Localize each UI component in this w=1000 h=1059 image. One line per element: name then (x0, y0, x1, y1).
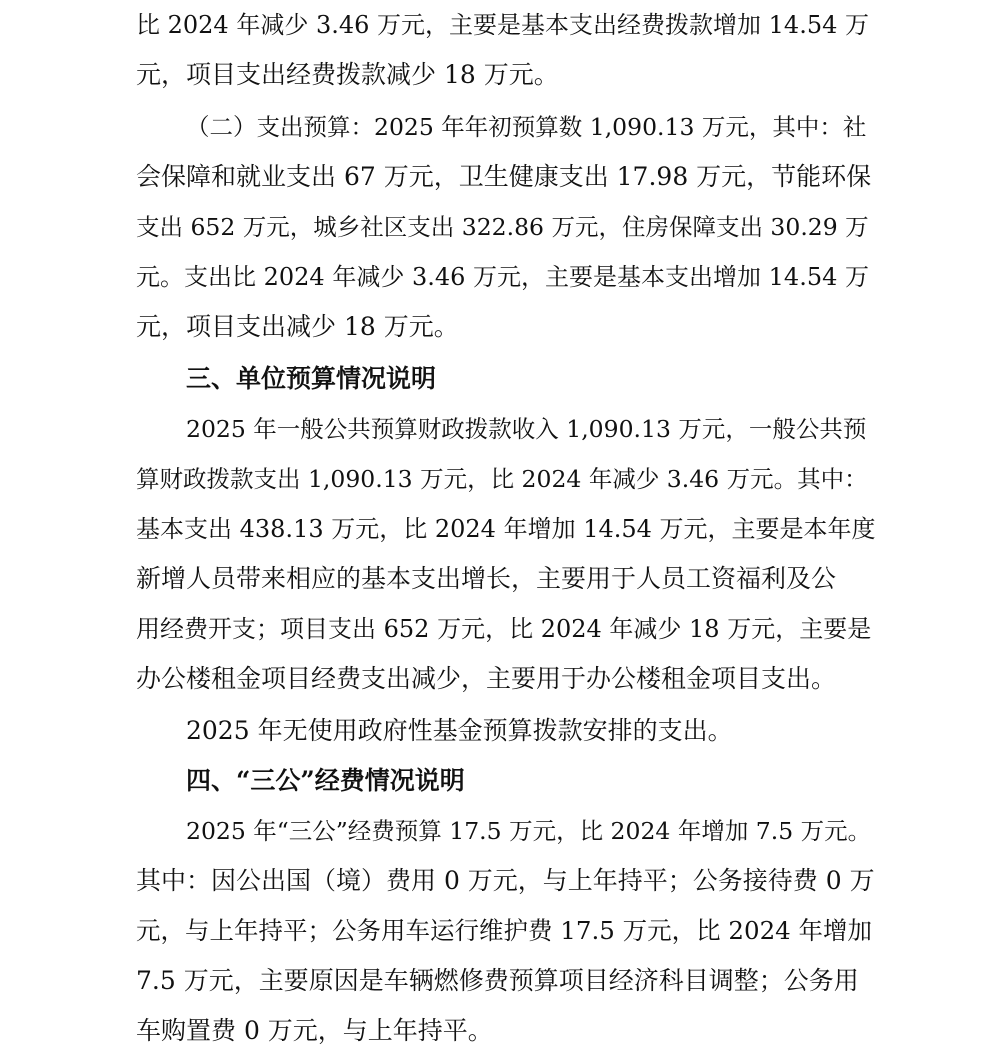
paragraph-line-expenditure-budget: （二）支出预算：2025 年年初预算数 1,090.13 万元，其中：社 (186, 113, 867, 141)
paragraph-line: 用经费开支；项目支出 652 万元，比 2024 年减少 18 万元，主要是 (136, 615, 872, 643)
paragraph-line: 算财政拨款支出 1,090.13 万元，比 2024 年减少 3.46 万元。其中： (136, 465, 868, 493)
paragraph-line: 办公楼租金项目经费支出减少，主要用于办公楼租金项目支出。 (136, 664, 837, 693)
paragraph-line: 其中：因公出国（境）费用 0 万元，与上年持平；公务接待费 0 万 (136, 866, 875, 895)
paragraph-line-government-fund: 2025 年无使用政府性基金预算拨款安排的支出。 (186, 716, 733, 745)
paragraph-line: 比 2024 年减少 3.46 万元，主要是基本支出经费拨款增加 14.54 万 (136, 11, 869, 39)
paragraph-line: 会保障和就业支出 67 万元，卫生健康支出 17.98 万元，节能环保 (136, 162, 872, 191)
paragraph-line: 元。支出比 2024 年减少 3.46 万元，主要是基本支出增加 14.54 万 (136, 263, 869, 291)
paragraph-line: 新增人员带来相应的基本支出增长，主要用于人员工资福利及公 (136, 564, 837, 593)
paragraph-line: 元，与上年持平；公务用车运行维护费 17.5 万元，比 2024 年增加 (136, 916, 873, 945)
paragraph-line: 元，项目支出经费拨款减少 18 万元。 (136, 60, 559, 89)
paragraph-line: 基本支出 438.13 万元，比 2024 年增加 14.54 万元，主要是本年度 (136, 515, 876, 543)
paragraph-line: 支出 652 万元，城乡社区支出 322.86 万元，住房保障支出 30.29 万 (136, 213, 869, 241)
paragraph-line: 2025 年“三公”经费预算 17.5 万元，比 2024 年增加 7.5 万元。 (186, 817, 872, 845)
paragraph-line: 2025 年一般公共预算财政拨款收入 1,090.13 万元，一般公共预 (186, 415, 867, 443)
section-heading-unit-budget: 三、单位预算情况说明 (186, 364, 437, 393)
paragraph-line: 车购置费 0 万元，与上年持平。 (136, 1016, 493, 1045)
paragraph-line: 元，项目支出减少 18 万元。 (136, 312, 459, 341)
paragraph-line: 7.5 万元，主要原因是车辆燃修费预算项目经济科目调整；公务用 (136, 966, 859, 995)
section-heading-three-public: 四、“三公”经费情况说明 (186, 766, 465, 795)
